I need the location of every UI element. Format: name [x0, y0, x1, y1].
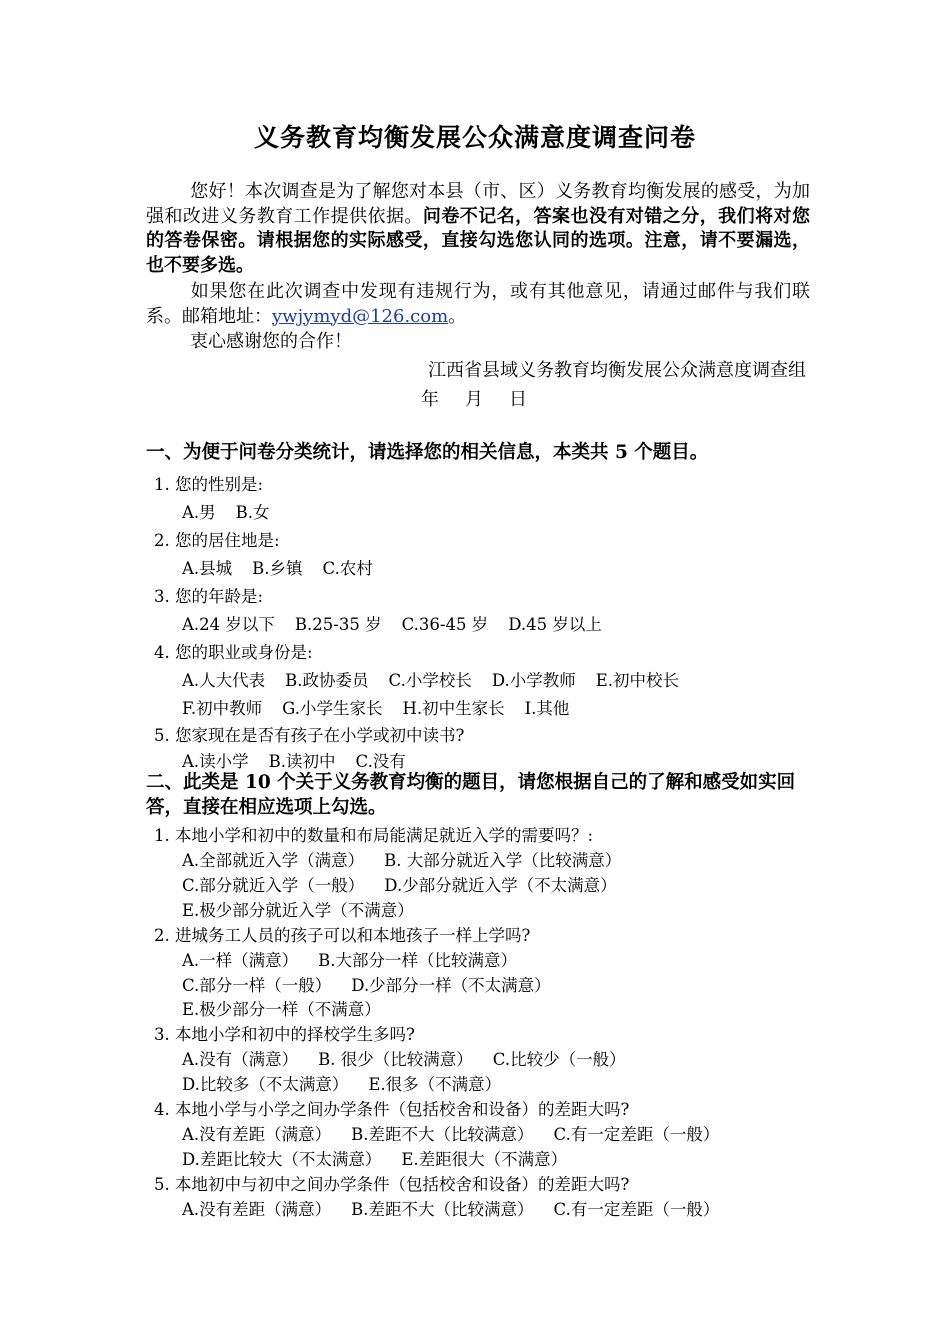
- option[interactable]: B.差距不大（比较满意）: [351, 1200, 534, 1219]
- option[interactable]: G.小学生家长: [282, 699, 383, 718]
- intro-bold-text: 问卷不记名，答案也没有对错之分，我们将对您的答卷保密。请根据您的实际感受，直接勾选您认同的选项。注意，请不要漏选，也不要多选。: [146, 205, 811, 276]
- s2-q2-options-row1: [182, 947, 537, 971]
- s2-question-4: 4. 本地小学与小学之间办学条件（包括校舍和设备）的差距大吗?: [154, 1100, 630, 1119]
- option[interactable]: C.农村: [322, 559, 373, 578]
- option[interactable]: E.很多（不满意）: [368, 1075, 502, 1094]
- option[interactable]: A.没有（满意）: [182, 1050, 299, 1069]
- option[interactable]: B. 很少（比较满意）: [318, 1050, 473, 1069]
- page-title: 义务教育均衡发展公众满意度调查问卷: [253, 123, 696, 152]
- option[interactable]: D.差距比较大（不太满意）: [182, 1150, 382, 1169]
- s2-q2-options-row2: [182, 972, 571, 996]
- option[interactable]: A.人大代表: [182, 671, 266, 690]
- option[interactable]: B.25-35 岁: [294, 615, 382, 634]
- s1-question-2: 2. 您的居住地是:: [154, 531, 280, 550]
- s2-question-1: 1. 本地小学和初中的数量和布局能满足就近入学的需要吗？:: [154, 826, 594, 845]
- s2-q3-options-row1: [182, 1046, 646, 1070]
- s1-q2-options: [182, 555, 393, 579]
- s2-question-3: 3. 本地小学和初中的择校学生多吗?: [154, 1025, 415, 1044]
- option[interactable]: C.没有: [355, 752, 406, 771]
- s1-q1-options: [182, 499, 290, 523]
- date-line: 年 月 日: [421, 389, 529, 410]
- s2-q3-options-row2: [182, 1071, 521, 1095]
- option[interactable]: D.少部分一样（不太满意）: [351, 976, 551, 995]
- option[interactable]: A.读小学: [182, 752, 249, 771]
- option[interactable]: C.有一定差距（一般）: [553, 1200, 720, 1219]
- intro-text: 您好！本次调查是为了解您对本县（市、区）义务教育均衡发展的感受，为加强和改进义务教育工作提供依据。: [146, 181, 810, 227]
- email-link[interactable]: ywjymyd@126.com: [272, 305, 449, 327]
- option[interactable]: A.没有差距（满意）: [182, 1200, 332, 1219]
- option[interactable]: A.县城: [182, 559, 233, 578]
- signature: 江西省县域义务教育均衡发展公众满意度调查组: [428, 360, 806, 381]
- option[interactable]: D.少部分就近入学（不太满意）: [384, 876, 617, 895]
- option[interactable]: C.部分就近入学（一般）: [182, 876, 365, 895]
- s1-question-4: 4. 您的职业或身份是:: [154, 643, 313, 662]
- s1-q3-options: [182, 611, 622, 635]
- option[interactable]: B.大部分一样（比较满意）: [318, 951, 518, 970]
- section-1-heading: 一、为便于问卷分类统计，请选择您的相关信息，本类共 5 个题目。: [146, 442, 709, 463]
- option[interactable]: C.部分一样（一般）: [182, 976, 332, 995]
- option[interactable]: D.小学教师: [491, 671, 576, 690]
- s2-q1-options-row2: [182, 872, 637, 896]
- option[interactable]: C.36-45 岁: [401, 615, 489, 634]
- option[interactable]: B.乡镇: [252, 559, 303, 578]
- option[interactable]: A.24 岁以下: [182, 615, 275, 634]
- option[interactable]: A.没有差距（满意）: [182, 1125, 332, 1144]
- s2-q2-options-row3: [182, 996, 401, 1020]
- option[interactable]: C.小学校长: [388, 671, 472, 690]
- option[interactable]: B.差距不大（比较满意）: [351, 1125, 534, 1144]
- s1-q4-options-row1: [182, 667, 699, 691]
- s2-q1-options-row1: [182, 847, 641, 871]
- option[interactable]: I.其他: [524, 699, 570, 718]
- option[interactable]: D.比较多（不太满意）: [182, 1075, 349, 1094]
- option[interactable]: A.一样（满意）: [182, 951, 299, 970]
- option[interactable]: B.女: [235, 503, 270, 522]
- s1-question-5: 5. 您家现在是否有孩子在小学或初中读书?: [154, 726, 465, 745]
- s1-q5-options: [182, 748, 426, 772]
- s1-q4-options-row2: [182, 695, 589, 719]
- option[interactable]: B.读初中: [268, 752, 336, 771]
- contact-text: 如果您在此次调查中发现有违规行为，或有其他意见，请通过邮件与我们联系。邮箱地址：: [146, 281, 810, 327]
- s2-q4-options-row2: [182, 1146, 587, 1170]
- s2-question-2: 2. 进城务工人员的孩子可以和本地孩子一样上学吗?: [154, 926, 531, 945]
- option[interactable]: E.差距很大（不满意）: [401, 1150, 568, 1169]
- option[interactable]: A.男: [182, 503, 216, 522]
- thanks-text: 衷心感谢您的合作！: [190, 331, 352, 352]
- option[interactable]: E.极少部分就近入学（不满意）: [182, 901, 414, 920]
- option[interactable]: D.45 岁以上: [508, 615, 602, 634]
- intro-paragraph-2: 如果您在此次调查中发现有违规行为，或有其他意见，请通过邮件与我们联系。邮箱地址：ywjymyd@126.com。: [146, 281, 810, 327]
- intro-paragraph-3: [146, 330, 810, 355]
- option[interactable]: C.比较少（一般）: [492, 1050, 626, 1069]
- option[interactable]: H.初中生家长: [402, 699, 505, 718]
- s2-q5-options-row1: [182, 1196, 739, 1220]
- section-2-heading: 二、此类是 10 个关于义务教育均衡的题目，请您根据自己的了解和感受如实回答，直接在相应选项上勾选。: [146, 772, 796, 818]
- s1-question-3: 3. 您的年龄是:: [154, 587, 264, 606]
- option[interactable]: E.极少部分一样（不满意）: [182, 1000, 381, 1019]
- s2-q1-options-row3: [182, 897, 434, 921]
- option[interactable]: B.政协委员: [285, 671, 369, 690]
- option[interactable]: B. 大部分就近入学（比较满意）: [384, 851, 622, 870]
- option[interactable]: E.初中校长: [595, 671, 680, 690]
- s1-question-1: 1. 您的性别是:: [154, 475, 264, 494]
- intro-paragraph-1: [146, 180, 810, 278]
- option[interactable]: C.有一定差距（一般）: [553, 1125, 720, 1144]
- option[interactable]: A.全部就近入学（满意）: [182, 851, 365, 870]
- s2-q4-options-row1: [182, 1121, 739, 1145]
- s2-question-5: 5. 本地初中与初中之间办学条件（包括校舍和设备）的差距大吗?: [154, 1175, 630, 1194]
- option[interactable]: F.初中教师: [182, 699, 263, 718]
